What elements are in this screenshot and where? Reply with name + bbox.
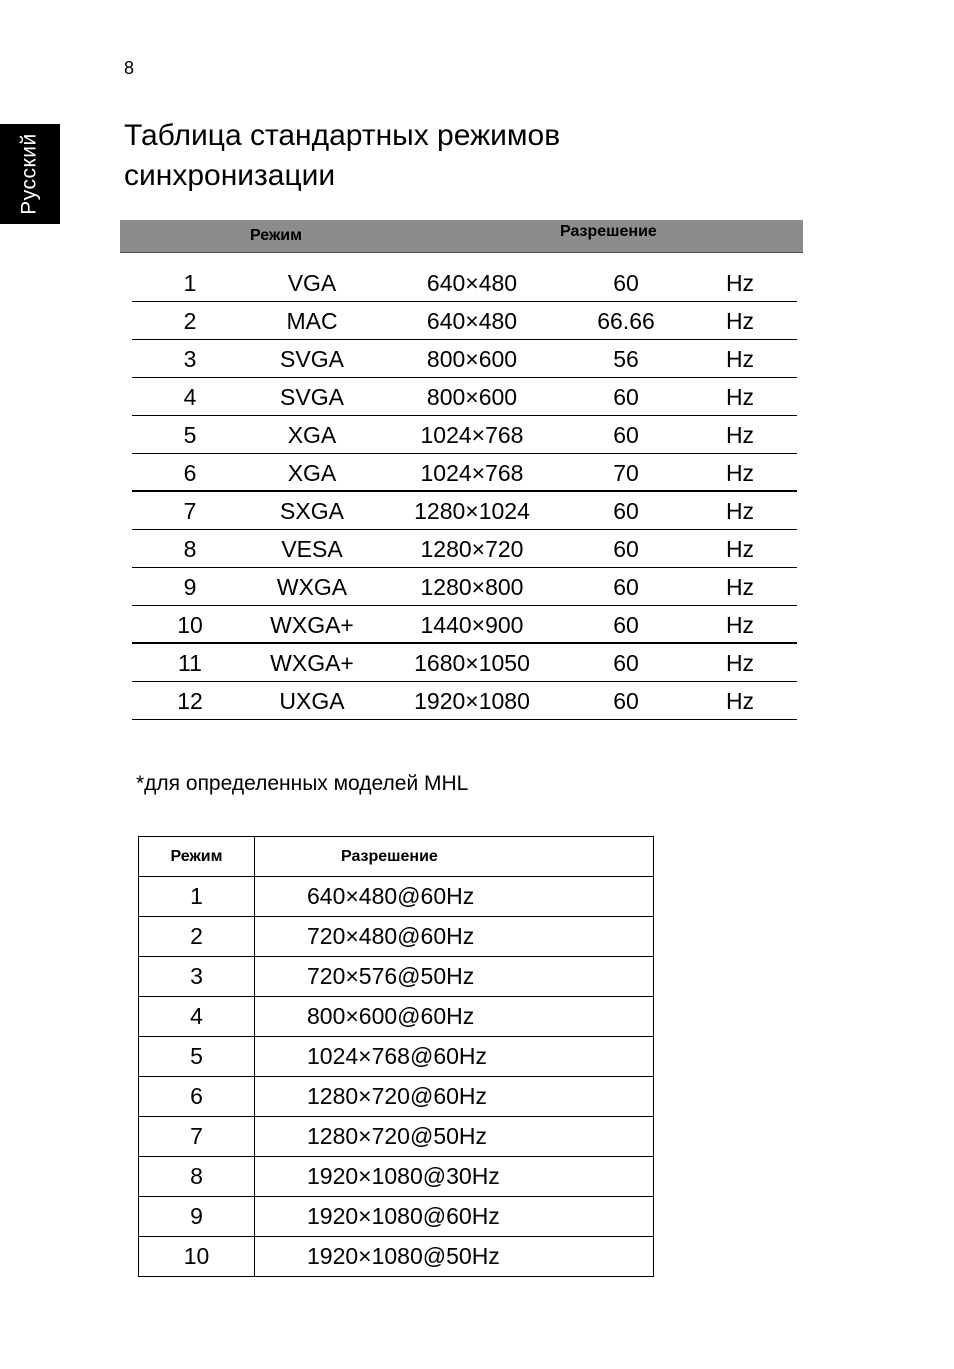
resolution: 1680×1050 <box>414 650 530 676</box>
row-number: 12 <box>177 688 203 714</box>
row-number: 8 <box>139 1157 255 1197</box>
table-row <box>132 454 797 492</box>
table-row <box>139 1037 654 1077</box>
resolution: 1280×800 <box>420 574 524 600</box>
refresh-rate: 56 <box>613 346 639 372</box>
mode-name: XGA <box>287 460 337 486</box>
table-row <box>139 1237 654 1277</box>
timing-table <box>132 264 797 720</box>
mode-name: SVGA <box>280 346 344 372</box>
mhl-header-resolution: Разрешение <box>255 837 654 877</box>
rate-unit: Hz <box>725 650 755 676</box>
header-resolution: Разрешение <box>560 223 657 240</box>
resolution: 800×600@60Hz <box>255 997 654 1037</box>
refresh-rate: 60 <box>613 384 639 410</box>
table-row <box>132 340 797 378</box>
refresh-rate: 60 <box>613 688 639 714</box>
row-number: 8 <box>183 536 197 562</box>
language-tab <box>0 124 60 224</box>
row-number: 5 <box>183 422 197 448</box>
table-row <box>132 644 797 682</box>
row-number: 4 <box>139 997 255 1037</box>
rate-unit: Hz <box>725 574 755 600</box>
resolution: 1024×768 <box>420 422 524 448</box>
resolution: 640×480 <box>426 308 518 334</box>
table-row <box>139 1117 654 1157</box>
resolution: 1280×720@60Hz <box>255 1077 654 1117</box>
row-number: 7 <box>183 498 197 524</box>
row-number: 5 <box>139 1037 255 1077</box>
rate-unit: Hz <box>725 612 755 638</box>
table-row <box>132 568 797 606</box>
mode-name: WXGA+ <box>270 612 354 638</box>
rate-unit: Hz <box>725 346 755 372</box>
page-title-line: синхронизации <box>124 159 336 192</box>
row-number: 1 <box>183 270 197 296</box>
mode-name: MAC <box>286 308 338 334</box>
row-number: 7 <box>139 1117 255 1157</box>
resolution: 1920×1080@50Hz <box>255 1237 654 1277</box>
header-mode: Режим <box>250 227 302 244</box>
resolution: 800×600 <box>426 384 518 410</box>
resolution: 1280×1024 <box>414 498 530 524</box>
resolution: 1024×768@60Hz <box>255 1037 654 1077</box>
resolution: 720×576@50Hz <box>255 957 654 997</box>
refresh-rate: 60 <box>613 536 639 562</box>
resolution: 1280×720 <box>420 536 524 562</box>
row-number: 9 <box>139 1197 255 1237</box>
table-row <box>139 877 654 917</box>
refresh-rate: 66.66 <box>597 308 655 334</box>
mode-name: XGA <box>287 422 337 448</box>
row-number: 3 <box>183 346 197 372</box>
mode-name: SXGA <box>280 498 344 524</box>
refresh-rate: 70 <box>613 460 639 486</box>
table-row <box>139 1077 654 1117</box>
refresh-rate: 60 <box>613 612 639 638</box>
mode-name: SVGA <box>280 384 344 410</box>
row-number: 2 <box>139 917 255 957</box>
row-number: 2 <box>183 308 197 334</box>
resolution: 1440×900 <box>420 612 524 638</box>
row-number: 9 <box>183 574 197 600</box>
rate-unit: Hz <box>725 536 755 562</box>
table-row <box>139 957 654 997</box>
refresh-rate: 60 <box>613 574 639 600</box>
table-row <box>132 378 797 416</box>
rate-unit: Hz <box>725 384 755 410</box>
row-number: 11 <box>178 650 202 676</box>
table-row <box>139 1197 654 1237</box>
rate-unit: Hz <box>725 460 755 486</box>
table-row <box>132 264 797 302</box>
table-row <box>132 682 797 720</box>
table-row <box>139 1157 654 1197</box>
table-row <box>132 416 797 454</box>
resolution: 1920×1080@60Hz <box>255 1197 654 1237</box>
mode-name: VGA <box>287 270 337 296</box>
row-number: 10 <box>139 1237 255 1277</box>
table-row <box>132 530 797 568</box>
page-number: 8 <box>124 58 135 78</box>
row-number: 3 <box>139 957 255 997</box>
page-title-line: Таблица стандартных режимов <box>124 119 561 152</box>
page-title <box>124 116 724 196</box>
table-row <box>132 606 797 644</box>
resolution: 720×480@60Hz <box>255 917 654 957</box>
row-number: 4 <box>183 384 197 410</box>
row-number: 1 <box>139 877 255 917</box>
resolution: 1024×768 <box>420 460 524 486</box>
resolution: 800×600 <box>426 346 518 372</box>
rate-unit: Hz <box>725 498 755 524</box>
table-row <box>139 917 654 957</box>
timing-table-header <box>120 220 803 253</box>
resolution: 1920×1080@30Hz <box>255 1157 654 1197</box>
refresh-rate: 60 <box>613 498 639 524</box>
refresh-rate: 60 <box>613 650 639 676</box>
resolution: 1280×720@50Hz <box>255 1117 654 1157</box>
table-row <box>132 302 797 340</box>
row-number: 6 <box>139 1077 255 1117</box>
resolution: 1920×1080 <box>414 688 530 714</box>
mhl-header-mode: Режим <box>139 837 255 877</box>
language-tab-label: Русский <box>18 133 42 215</box>
mode-name: WXGA+ <box>270 650 354 676</box>
table-row <box>139 997 654 1037</box>
resolution: 640×480 <box>426 270 518 296</box>
refresh-rate: 60 <box>613 422 639 448</box>
rate-unit: Hz <box>725 308 755 334</box>
mhl-timing-table <box>138 836 654 1277</box>
rate-unit: Hz <box>725 688 755 714</box>
refresh-rate: 60 <box>613 270 639 296</box>
mhl-note: *для определенных моделей MHL <box>136 772 469 795</box>
rate-unit: Hz <box>725 270 755 296</box>
row-number: 10 <box>177 612 203 638</box>
mhl-table-header-row <box>139 837 654 877</box>
mode-name: UXGA <box>279 688 345 714</box>
resolution: 640×480@60Hz <box>255 877 654 917</box>
mode-name: WXGA <box>276 574 348 600</box>
rate-unit: Hz <box>725 422 755 448</box>
row-number: 6 <box>183 460 197 486</box>
table-row <box>132 492 797 530</box>
mode-name: VESA <box>281 536 343 562</box>
